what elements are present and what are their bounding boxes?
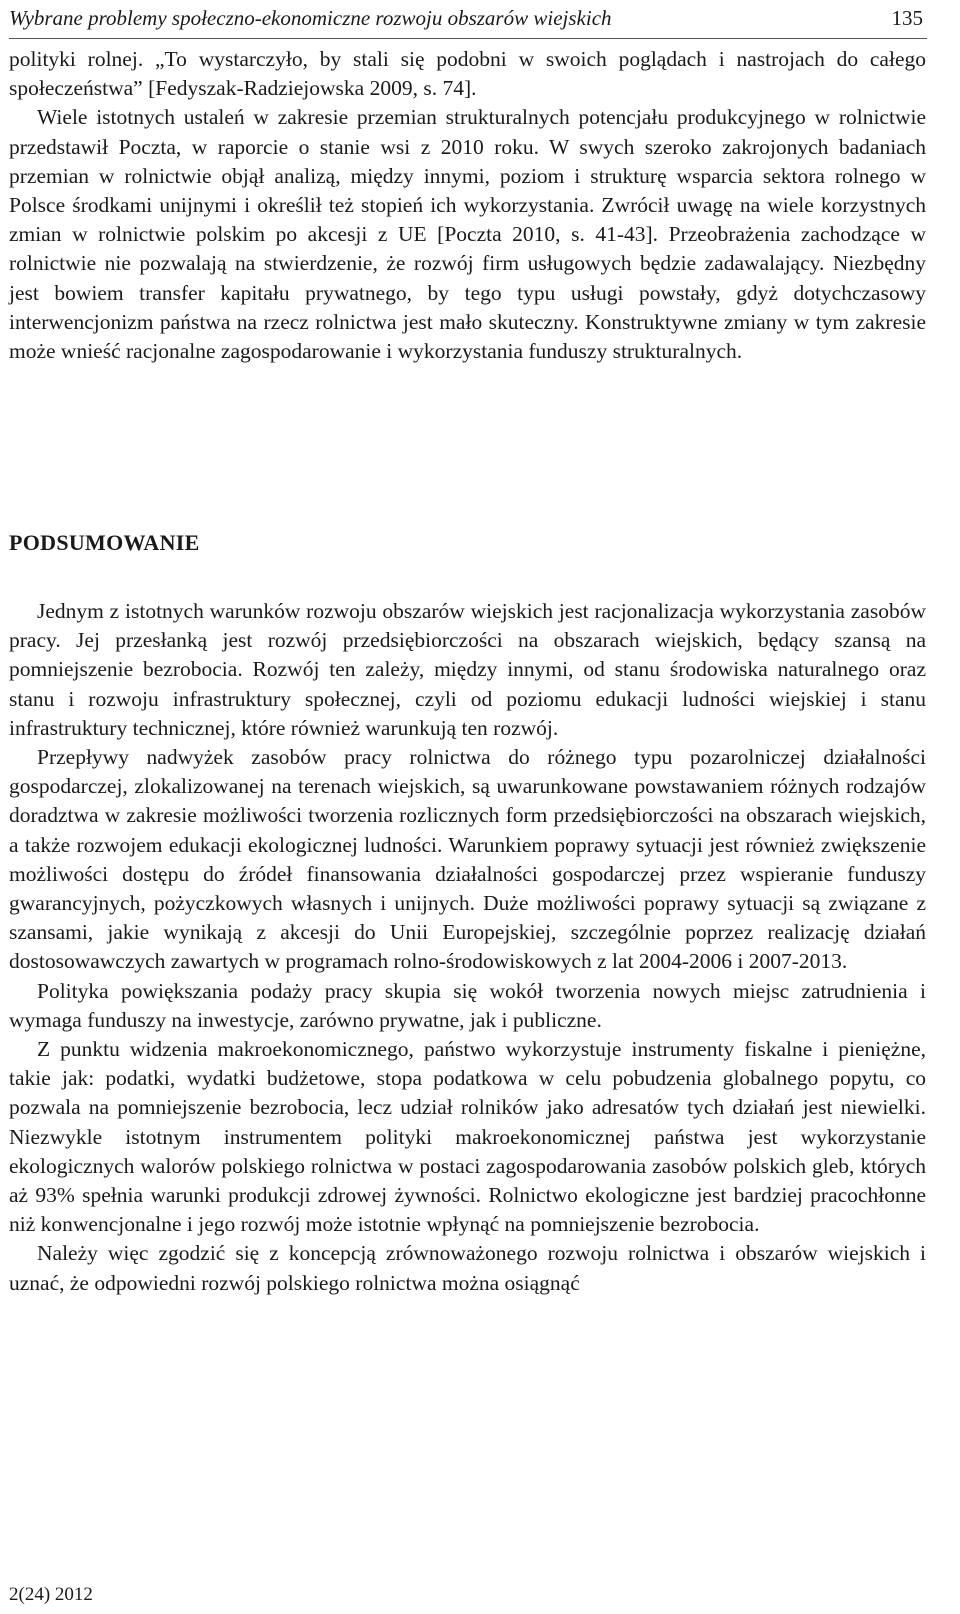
summary-text (9, 597, 926, 1298)
paragraph: Jednym z istotnych warunków rozwoju obszarów wiejskich jest racjonalizacja wykorzystania zasobów pracy. Jej przesłanką jest rozwój przedsiębiorczości na obszarach wiejskich, będący szansą na pomniejszenie bezrobocia. Rozwój ten zależy, między innymi, od stanu środowiska naturalnego oraz stanu i rozwoju infrastruktury społecznej, czyli od poziomu edukacji ludności wiejskiej i stanu infrastruktury technicznej, które również warunkują ten rozwój. (9, 599, 926, 740)
paragraph: Przepływy nadwyżek zasobów pracy rolnictwa do różnego typu pozarolniczej działalności gospodarczej, zlokalizowanej na terenach wiejskich, są uwarunkowane powstawaniem różnych rodzajów doradztwa w zakresie możliwości tworzenia rozlicznych form przedsiębiorczości na obszarach wiejskich, a także rozwojem edukacji ekologicznej ludności. Warunkiem poprawy sytuacji jest również zwiększenie możliwości dostępu do źródeł finansowania działalności gospodarczej przez wspieranie funduszy gwarancyjnych, pożyczkowych własnych i unijnych. Duże możliwości poprawy sytuacji są związane z szansami, jakie wynikają z akcesji do Unii Europejskiej, szczególnie poprzez realizację działań dostosowawczych zawartych w programach rolno-środowiskowych z lat 2004-2006 i 2007-2013. (9, 745, 926, 974)
paragraph: Z punktu widzenia makroekonomicznego, państwo wykorzystuje instrumenty fiskalne i pieniężne, takie jak: podatki, wydatki budżetowe, stopa podatkowa w celu pobudzenia globalnego popytu, co pozwala na pomniejszenie bezrobocia, lecz udział rolników jako adresatów tych działań jest niewielki. Niezwykle istotnym instrumentem polityki makroekonomicznej państwa jest wykorzystanie ekologicznych walorów polskiego rolnictwa w postaci zagospodarowania zasobów polskich gleb, których aż 93% spełnia warunki produkcji zdrowej żywności. Rolnictwo ekologiczne jest bardziej pracochłonne niż konwencjonalne i jego rozwój może istotnie wpłynąć na pomniejszenie bezrobocia. (9, 1037, 926, 1237)
issue-footer: 2(24) 2012 (9, 1584, 93, 1605)
running-title: Wybrane problemy społeczno-ekonomiczne rozwoju obszarów wiejskich (9, 6, 612, 30)
body-text-top (9, 45, 926, 366)
page-number: 135 (891, 6, 923, 30)
running-header (9, 4, 927, 39)
section-heading: PODSUMOWANIE (9, 530, 200, 555)
paragraph: Wiele istotnych ustaleń w zakresie przemian strukturalnych potencjału produkcyjnego w rolnictwie przedstawił Poczta, w raporcie o stanie wsi z 2010 roku. W swych szeroko zakrojonych badaniach przemian w rolnictwie objął analizą, między innymi, poziom i strukturę wsparcia sektora rolnego w Polsce środkami unijnymi i określił też stopień ich wykorzystania. Zwrócił uwagę na wiele korzystnych zmian w rolnictwie polskim po akcesji z UE [Poczta 2010, s. 41-43]. Przeobrażenia zachodzące w rolnictwie nie pozwalają na stwierdzenie, że rozwój firm usługowych będzie zadawalający. Niezbędny jest bowiem transfer kapitału prywatnego, by tego typu usługi powstały, gdyż dotychczasowy interwencjonizm państwa na rzecz rolnictwa jest mało skuteczny. Konstruktywne zmiany w tym zakresie może wnieść racjonalne zagospodarowanie i wykorzystania funduszy strukturalnych. (9, 105, 926, 364)
paragraph: polityki rolnej. „To wystarczyło, by stali się podobni w swoich poglądach i nastrojach do całego społeczeństwa” [Fedyszak-Radziejowska 2009, s. 74]. (9, 47, 926, 101)
paragraph: Należy więc zgodzić się z koncepcją zrównoważonego rozwoju rolnictwa i obszarów wiejskich i uznać, że odpowiedni rozwój polskiego rolnictwa można osiągnąć (9, 1241, 926, 1295)
paragraph: Polityka powiększania podaży pracy skupia się wokół tworzenia nowych miejsc zatrudnienia i wymaga funduszy na inwestycje, zarówno prywatne, jak i publiczne. (9, 978, 926, 1032)
